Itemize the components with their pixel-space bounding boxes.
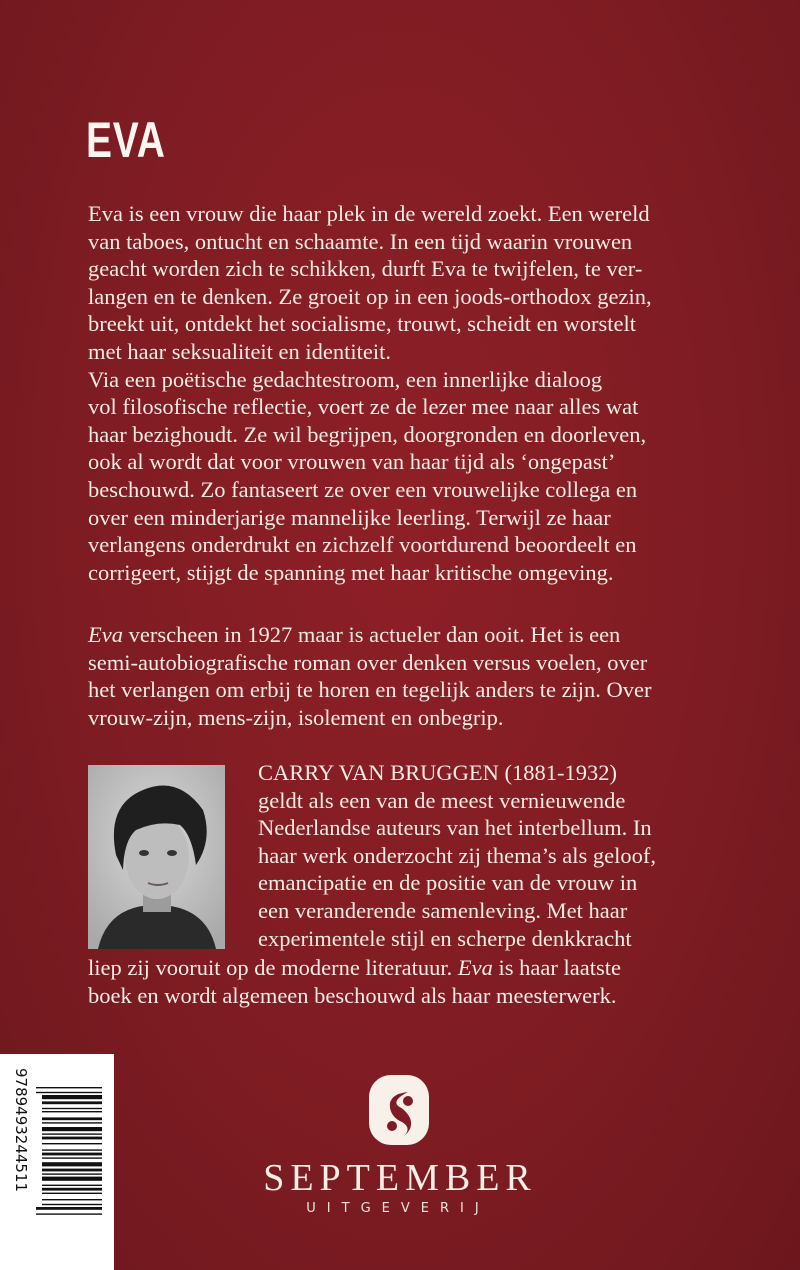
- text-line: [88, 283, 652, 311]
- text-segment: experimentele stijl en scherpe denkkracht: [258, 925, 632, 951]
- barcode-bar: [42, 1111, 102, 1112]
- publisher-name: SEPTEMBER: [263, 1157, 537, 1199]
- text-line: [258, 814, 656, 842]
- text-line: [88, 255, 652, 283]
- barcode-bar: [42, 1149, 102, 1150]
- text-segment: langen en te denken. Ze groeit op in een joods-orthodox gezin,: [88, 283, 652, 309]
- text-segment: CARRY VAN BRUGGEN (1881-1932): [258, 760, 617, 785]
- text-line: [88, 504, 652, 532]
- text-line: [88, 200, 652, 228]
- text-line: [88, 228, 652, 256]
- barcode-bar: [42, 1117, 102, 1120]
- text-segment: semi-autobiografische roman over denken versus voelen, over: [88, 649, 648, 675]
- barcode-bar: [42, 1193, 102, 1194]
- barcode-bar: [42, 1177, 102, 1181]
- barcode-bar: [42, 1157, 102, 1158]
- text-line: [258, 759, 656, 787]
- text-segment: over een minderjarige mannelijke leerling. Terwijl ze haar: [88, 504, 611, 530]
- text-line: [88, 310, 652, 338]
- blurb-paragraph: [88, 621, 652, 731]
- barcode-bar: [42, 1162, 102, 1166]
- barcode-bar: [42, 1095, 102, 1099]
- text-line: [88, 531, 652, 559]
- publisher-logo-icon: [368, 1074, 430, 1146]
- text-segment: vrouw-zijn, mens-zijn, isolement en onbegrip.: [88, 704, 504, 730]
- barcode-bar: [42, 1122, 102, 1123]
- text-segment: een veranderende samenleving. Met haar: [258, 897, 628, 923]
- barcode-bar: [42, 1188, 102, 1191]
- text-segment: breekt uit, ontdekt het socialisme, trouwt, scheidt en worstelt: [88, 311, 636, 337]
- text-line: [88, 448, 652, 476]
- barcode-bar: [42, 1153, 102, 1156]
- text-segment: het verlangen om erbij te horen en tegelijk anders te zijn. Over: [88, 677, 652, 703]
- text-line: [88, 338, 652, 366]
- text-line: [258, 869, 656, 897]
- text-line: [258, 842, 656, 870]
- barcode-bar: [42, 1185, 102, 1186]
- text-segment: met haar seksualiteit en identiteit.: [88, 338, 392, 364]
- text-line: [88, 954, 621, 982]
- text-segment: verscheen in 1927 maar is actueler dan ooit. Het is een: [122, 622, 621, 647]
- text-line: [88, 559, 652, 587]
- barcode-bar: [42, 1199, 102, 1200]
- text-line: [258, 925, 656, 953]
- author-bio: [258, 759, 656, 952]
- barcode-bar: [36, 1213, 102, 1214]
- book-title-italic: Eva: [457, 955, 493, 980]
- barcode-bar: [36, 1092, 102, 1093]
- book-title: EVA: [86, 112, 166, 168]
- text-line: [258, 897, 656, 925]
- author-bio-continued: [88, 954, 621, 1009]
- text-segment: emancipatie en de positie van de vrouw in: [258, 870, 638, 896]
- text-segment: geacht worden zich te schikken, durft Eva te twijfelen, te ver-: [88, 256, 643, 282]
- text-segment: haar werk onderzocht zij thema’s als geloof,: [258, 842, 656, 868]
- text-segment: corrigeert, stijgt de spanning met haar kritische omgeving.: [88, 559, 614, 585]
- text-segment: vol filosofische reflectie, voert ze de lezer mee naar alles wat: [88, 394, 639, 420]
- barcode-bar: [42, 1137, 102, 1140]
- text-segment: liep zij vooruit op de moderne literatuur.: [88, 955, 458, 980]
- text-line: [88, 982, 621, 1010]
- barcode-bar: [42, 1133, 102, 1134]
- text-segment: Eva is een vrouw die haar plek in de wereld zoekt. Een wereld: [88, 201, 650, 226]
- text-segment: Via een poëtische gedachtestroom, een innerlijke dialoog: [88, 366, 603, 392]
- text-segment: geldt als een van de meest vernieuwende: [258, 787, 626, 813]
- text-segment: is haar laatste: [492, 955, 621, 980]
- text-line: [88, 621, 652, 649]
- barcode-bar: [42, 1143, 102, 1144]
- text-segment: boek en wordt algemeen beschouwd als haar meesterwerk.: [88, 982, 617, 1008]
- barcode-bar: [42, 1101, 102, 1104]
- isbn-number: 9789493244511: [12, 1068, 30, 1193]
- text-line: [88, 393, 652, 421]
- text-line: [258, 787, 656, 815]
- text-segment: beschouwd. Zo fantaseert ze over een vrouwelijke collega en: [88, 476, 638, 502]
- publisher-subtitle: UITGEVERIJ: [306, 1201, 490, 1216]
- barcode-bar: [42, 1108, 102, 1109]
- text-line: [88, 649, 652, 677]
- barcode-bar: [42, 1127, 102, 1131]
- blurb-paragraph: [88, 200, 652, 586]
- text-segment: van taboes, ontucht en schaamte. In een tijd waarin vrouwen: [88, 228, 633, 254]
- text-line: [88, 421, 652, 449]
- text-segment: ook al wordt dat voor vrouwen van haar tijd als ‘ongepast’: [88, 449, 616, 475]
- text-segment: haar bezighoudt. Ze wil begrijpen, doorgronden en doorleven,: [88, 421, 647, 447]
- barcode-bars: [36, 1087, 102, 1255]
- text-segment: verlangens onderdrukt en zichzelf voortdurend beoordeelt en: [88, 532, 637, 558]
- text-line: [88, 704, 652, 732]
- text-line: [88, 676, 652, 704]
- text-segment: Nederlandse auteurs van het interbellum. In: [258, 815, 652, 841]
- author-photo: [88, 765, 225, 949]
- barcode-bar: [42, 1204, 102, 1205]
- text-line: [88, 476, 652, 504]
- text-line: [88, 366, 652, 394]
- barcode-bar: [42, 1169, 102, 1172]
- barcode-bar: [36, 1207, 102, 1210]
- book-title-italic: Eva: [88, 622, 123, 647]
- barcode-bar: [36, 1087, 102, 1088]
- barcode-bar: [42, 1173, 102, 1174]
